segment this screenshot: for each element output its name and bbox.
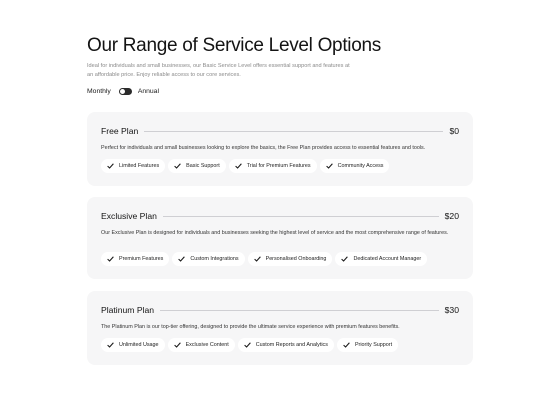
feature-label: Community Access [337,163,384,169]
plan-name: Free Plan [101,126,139,136]
page-intro: Ideal for individuals and small businesses, our Basic Service Level offers essential support and features at an affordable price. Enjoy reliable access to our core services. [87,63,350,78]
check-icon [235,163,242,169]
plan-divider [163,216,439,217]
plan-price: $30 [444,305,459,315]
feature-label: Exclusive Content [185,342,229,348]
feature-chip [335,252,427,266]
plan-card-platinum[interactable] [87,291,473,365]
feature-chip [101,338,165,352]
feature-label: Dedicated Account Manager [353,256,422,262]
feature-chip [101,252,169,266]
feature-chip [101,159,165,173]
plan-price: $20 [444,211,459,221]
check-icon [326,163,333,169]
feature-label: Priority Support [354,342,393,348]
plan-divider [144,131,443,132]
plan-card-free[interactable] [87,112,473,186]
annual-label[interactable]: Annual [137,87,159,95]
plan-description: The Platinum Plan is our top-tier offering, designed to provide the ultimate service experience with premium features benefits. [101,324,400,330]
feature-label: Custom Integrations [190,256,239,262]
feature-chip [337,338,398,352]
billing-period-switch [87,86,159,96]
check-icon [107,163,114,169]
plan-description: Our Exclusive Plan is designed for individuals and businesses seeking the highest level of service and the most comprehensive range of features. [101,230,449,236]
plan-card-exclusive[interactable] [87,197,473,279]
feature-chip [168,159,226,173]
plan-header [101,125,459,137]
plan-description: Perfect for individuals and small businesses looking to explore the basics, the Free Plan provides access to essential features and tools. [101,145,426,151]
feature-chip [320,159,390,173]
check-icon [174,163,181,169]
feature-list [101,338,459,352]
monthly-label[interactable]: Monthly [87,87,111,95]
feature-chip [168,338,235,352]
plan-divider [160,310,439,311]
check-icon [107,256,114,262]
check-icon [174,342,181,348]
feature-chip [248,252,333,266]
feature-list [101,159,459,173]
check-icon [107,342,114,348]
feature-chip [172,252,244,266]
plan-name: Platinum Plan [101,305,155,315]
check-icon [254,256,261,262]
check-icon [244,342,251,348]
feature-label: Personalised Onboarding [265,256,327,262]
feature-label: Custom Reports and Analytics [255,342,328,348]
feature-chip [229,159,317,173]
feature-label: Premium Features [119,256,164,262]
feature-label: Unlimited Usage [119,342,159,348]
feature-label: Basic Support [186,163,220,169]
feature-list [101,252,459,266]
plan-header [101,210,459,222]
billing-toggle[interactable] [119,88,132,95]
toggle-knob [120,89,125,94]
feature-label: Trial for Premium Features [246,163,311,169]
check-icon [178,256,185,262]
page-title: Our Range of Service Level Options [87,35,381,56]
plan-header [101,304,459,316]
plan-price: $0 [449,126,459,136]
feature-chip [238,338,334,352]
plan-name: Exclusive Plan [101,211,157,221]
feature-label: Limited Features [119,163,160,169]
check-icon [341,256,348,262]
check-icon [343,342,350,348]
